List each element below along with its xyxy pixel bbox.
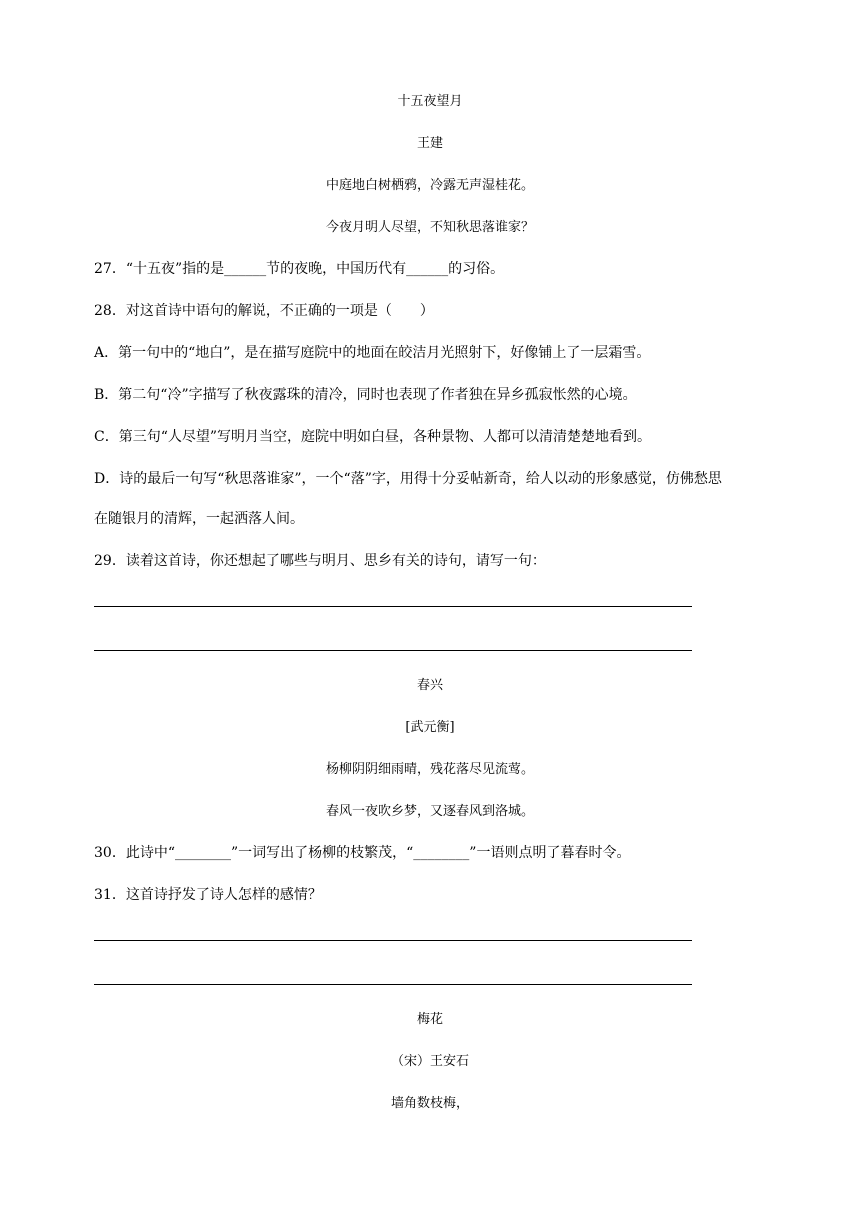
question-30: 30．此诗中“________”一词写出了杨柳的枝繁茂，“________”一语则点明了暮春时令。 xyxy=(94,845,631,861)
answer-line xyxy=(94,984,692,985)
poem-author: 王建 xyxy=(416,136,443,151)
answer-line xyxy=(94,940,692,941)
poem-line: 墙角数枝梅， xyxy=(390,1096,469,1111)
answer-line xyxy=(94,650,692,651)
question-27: 27．“十五夜”指的是______节的夜晚，中国历代有______的习俗。 xyxy=(94,261,505,277)
option-a: A．第一句中的“地白”，是在描写庭院中的地面在皎洁月光照射下，好像铺上了一层霜雪。 xyxy=(94,345,651,361)
poem-line: 中庭地白树栖鸦，冷露无声湿桂花。 xyxy=(325,178,534,193)
poem-author: （宋）王安石 xyxy=(390,1054,469,1069)
question-29: 29．读着这首诗，你还想起了哪些与明月、思乡有关的诗句，请写一句： xyxy=(94,553,546,569)
poem-author: [武元衡] xyxy=(405,720,455,735)
poem-line: 今夜月明人尽望，不知秋思落谁家？ xyxy=(325,220,534,235)
poem-title: 梅花 xyxy=(416,1012,443,1027)
answer-line xyxy=(94,606,692,607)
option-d-continued: 在随银月的清辉，一起洒落人间。 xyxy=(94,511,304,527)
option-b: B．第二句“冷”字描写了秋夜露珠的清冷，同时也表现了作者独在异乡孤寂怅然的心境。 xyxy=(94,387,637,403)
question-28-stem: 28．对这首诗中语句的解说，不正确的一项是（ ） xyxy=(94,303,434,319)
poem-line: 春风一夜吹乡梦，又逐春风到洛城。 xyxy=(325,804,534,819)
question-31: 31．这首诗抒发了诗人怎样的感情？ xyxy=(94,887,322,903)
poem-line: 杨柳阴阴细雨晴，残花落尽见流莺。 xyxy=(325,762,534,777)
option-c: C．第三句“人尽望”写明月当空，庭院中明如白昼，各种景物、人都可以清清楚楚地看到。 xyxy=(94,429,652,445)
poem-title: 春兴 xyxy=(416,678,443,693)
poem-title: 十五夜望月 xyxy=(397,94,463,109)
option-d: D．诗的最后一句写“秋思落谁家”，一个“落”字，用得十分妥帖新奇，给人以动的形象感觉，仿佛愁思 xyxy=(94,471,722,487)
